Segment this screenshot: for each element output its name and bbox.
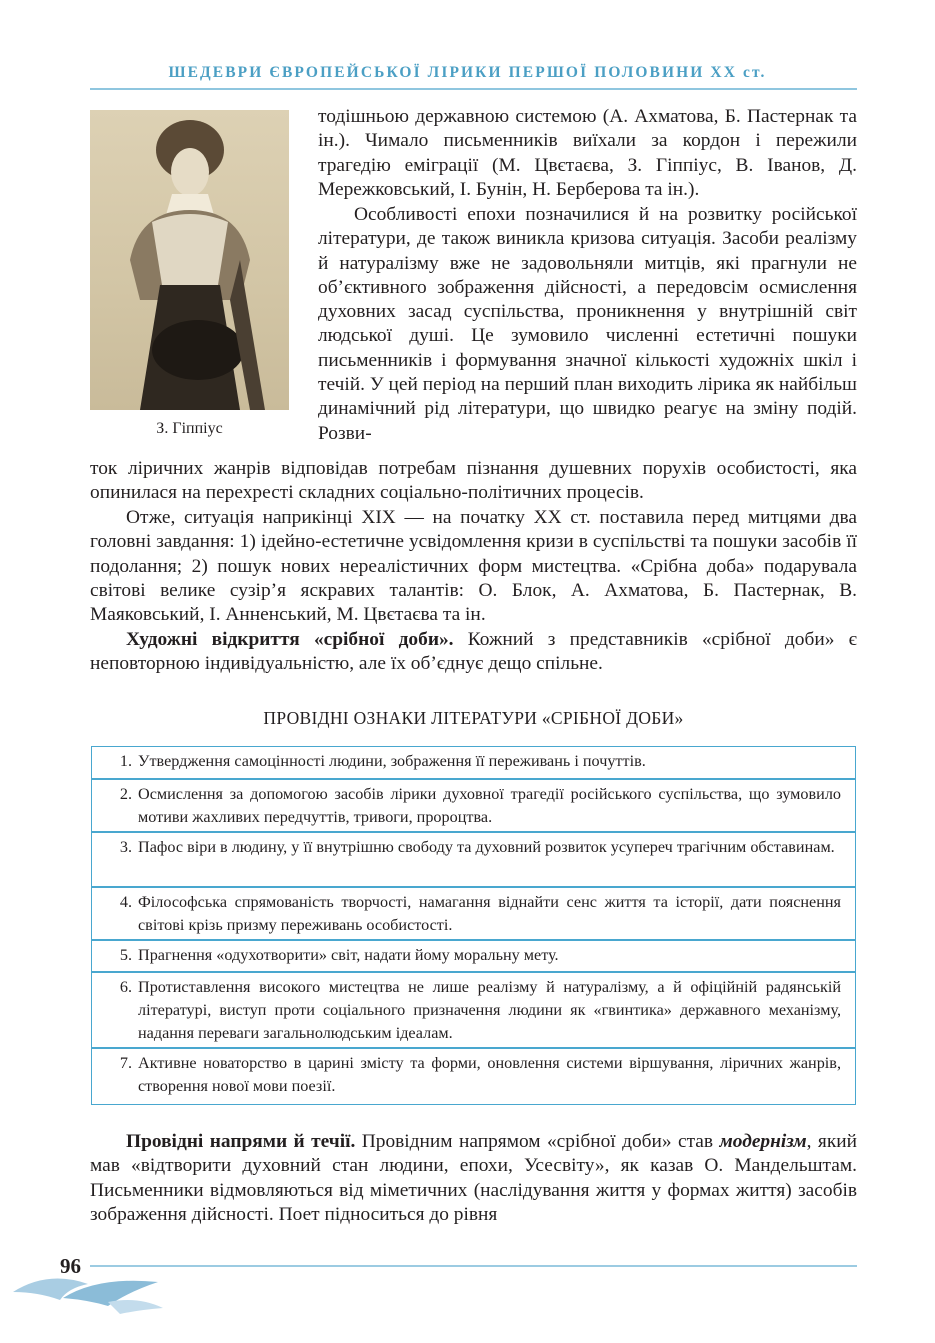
- feature-number: 3.: [119, 838, 132, 856]
- feature-row: [92, 1049, 855, 1104]
- feature-text: Філософська спрямованість творчості, намагання віднайти сенс життя та історії, дати пояснення світові крізь призму переживань особистості.: [138, 893, 841, 934]
- feature-number: 4.: [119, 893, 132, 911]
- photo-caption: З. Гіппіус: [156, 420, 223, 437]
- paragraph-tasks: Отже, ситуація наприкінці XIX — на початку XX ст. поставила перед митцями два головні завдання: 1) ідейно-естетичне усвідомлення кризи в суспільстві та пошуки засобів її подолання; 2) пошук нових нереалістичних форм мистецтва. «Срібна доба» подарувала світові велике сузір’я яскравих талантів: О. Блок, А. Ахматова, Б. Пастернак, В. Маяковський, І. Анненський, М. Цвєтаєва та ін.: [90, 507, 857, 626]
- feature-number: 2.: [119, 785, 132, 803]
- movements-text-2: , який мав «відтворити духовний стан людини, епохи, Усесвіту», як казав О. Мандельштам. Письменники відмовляються від міметичних (наслідування життя у формах життя) засобів зображення дійсності. Поет підноситься до рівня: [90, 1131, 858, 1225]
- feature-row: [92, 747, 855, 780]
- flying-birds-icon: [8, 1262, 168, 1317]
- portrait-photo: [90, 110, 289, 410]
- feature-text: Протиставлення високого мистецтва не лише реалізму й натуралізму, а й офіційній радянській літературі, виступ проти соціального призначення людини як «гвинтика» державного механізму, надання переваги загальнолюдським ідеалам.: [138, 978, 841, 1042]
- feature-row: [92, 780, 855, 833]
- paragraph-discoveries: [90, 628, 857, 677]
- portrait-illustration: [90, 110, 289, 410]
- paragraph-emigration: тодішньою державною системою (А. Ахматова, Б. Пастернак та ін.). Чимало письменників виїхали за кордон і пережили трагедію еміграції (М. Цвєтаєва, З. Гіппіус, В. Іванов, Д. Мережковський, І. Бунін, Н. Берберова та ін.).: [318, 106, 857, 200]
- feature-text: Прагнення «одухотворити» світ, надати йому моральну мету.: [138, 946, 559, 964]
- feature-number: 7.: [119, 1054, 132, 1072]
- feature-number: 1.: [119, 752, 132, 770]
- feature-number: 6.: [119, 978, 132, 996]
- feature-row: [92, 973, 855, 1049]
- feature-row: [92, 941, 855, 973]
- running-head: ШЕДЕВРИ ЄВРОПЕЙСЬКОЇ ЛІРИКИ ПЕРШОЇ ПОЛОВИНИ XX ст.: [168, 64, 767, 81]
- header-rule: [90, 88, 857, 90]
- movements-text-1: Провідним напрямом «срібної доби» став: [355, 1131, 720, 1152]
- paragraph-movements: [90, 1130, 857, 1227]
- feature-text: Осмислення за допомогою засобів лірики духовної трагедії російського суспільства, що зумовило мотиви жахливих передчуттів, тривоги, пророцтва.: [138, 785, 841, 826]
- movements-heading: Провідні напрями й течії.: [126, 1131, 356, 1152]
- feature-number: 5.: [119, 946, 132, 964]
- page-number: 96: [60, 1254, 81, 1278]
- features-table: [91, 746, 856, 1105]
- features-title: ПРОВІДНІ ОЗНАКИ ЛІТЕРАТУРИ «СРІБНОЇ ДОБИ»: [263, 708, 684, 728]
- feature-text: Утвердження самоцінності людини, зображення її переживань і почуттів.: [138, 752, 646, 770]
- feature-text: Активне новаторство в царині змісту та форми, оновлення системи віршування, ліричних жанрів, створення нової мови поезії.: [138, 1054, 841, 1095]
- discoveries-text: Кожний з представників «срібної доби» є неповторною індивідуальністю, але їх об’єднує дещо спільне.: [90, 629, 858, 675]
- paragraph-epoch-wrapped: Особливості епохи позначилися й на розвитку російської літератури, де також виникла кризова ситуація. Засоби реалізму й натуралізму вже не задовольняли митців, які прагнули не об’єктивного зображення дійсності, а передовсім осмислення духовних засад суспільства, проникнення у внутрішній світ людської душі. Це зумовило численні естетичні пошуки письменників і формування значної кількості художніх шкіл і течій. У цей період на перший план виходить лірика як найбільш динамічний рід літератури, що швидко реагує на зміну подій. Розви-: [318, 204, 857, 444]
- footer-rule: [90, 1265, 857, 1267]
- feature-row: [92, 888, 855, 941]
- feature-row: [92, 833, 855, 888]
- discoveries-heading: Художні відкриття «срібної доби».: [126, 629, 454, 650]
- paragraph-epoch-continued: ток ліричних жанрів відповідав потребам пізнання душевних порухів особистості, яка опинилася на перехресті складних соціально-політичних процесів.: [90, 458, 857, 504]
- feature-text: Пафос віри в людину, у її внутрішню свободу та духовний розвиток усупереч трагічним обставинам.: [138, 838, 835, 856]
- modernism-term: модернізм: [719, 1131, 807, 1152]
